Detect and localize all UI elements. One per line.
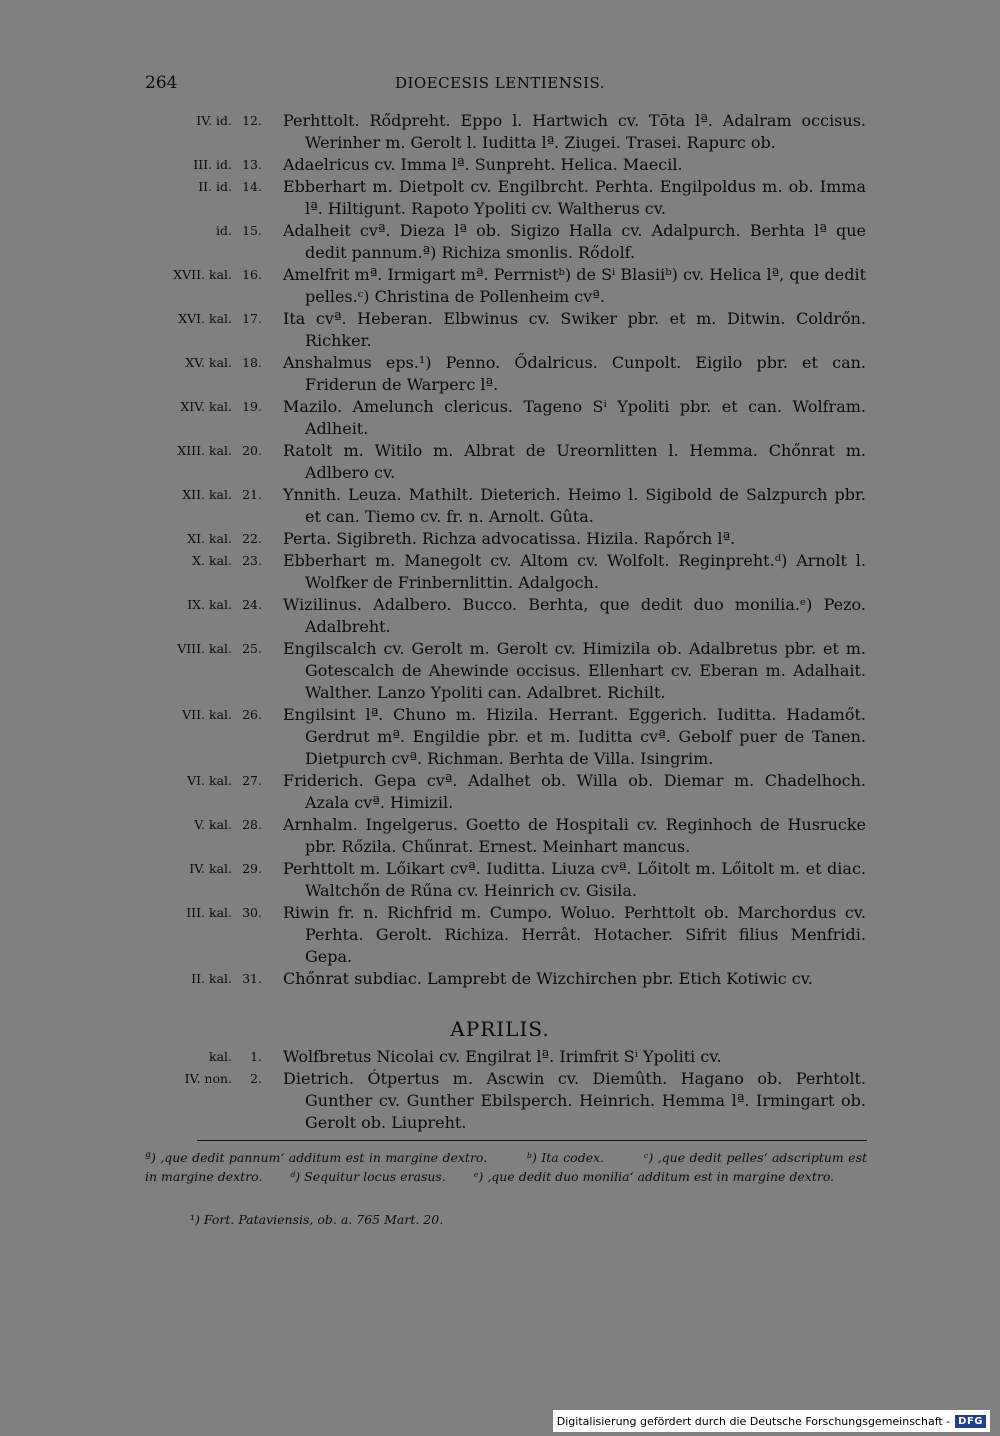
entry-text: Ynnith. Leuza. Mathilt. Dieterich. Heimo l. Sigibold de Salzpurch pbr. et can. Tiemo cv. fr. n. Arnolt. Gûta. bbox=[283, 485, 866, 526]
calendar-entry bbox=[0, 814, 1000, 858]
entry-date: II. kal. bbox=[191, 971, 232, 986]
calendar-entry bbox=[0, 484, 1000, 528]
entry-date: kal. bbox=[209, 1049, 232, 1064]
entry-date: VI. kal. bbox=[187, 773, 232, 788]
footnote-rule bbox=[197, 1140, 867, 1141]
calendar-entry bbox=[0, 110, 1000, 154]
entry-text: Dietrich. Ótpertus m. Ascwin cv. Diemûth. Hagano ob. Perhtolt. Gunther cv. Gunther Ebilsperch. Heinrich. Hemma lª. Irmingart ob. Gerolt ob. Liupreht. bbox=[283, 1069, 866, 1132]
entry-day: 22. bbox=[242, 531, 262, 546]
calendar-entry bbox=[0, 154, 1000, 176]
digitization-credit bbox=[553, 1410, 990, 1432]
entry-text: Engilscalch cv. Gerolt m. Gerolt cv. Himizila ob. Adalbretus pbr. et m. Gotescalch de Ahewinde occisus. Ellenhart cv. Eberan m. Adalhait. Walther. Lanzo Ypoliti can. Adalbret. Richilt. bbox=[283, 639, 866, 702]
entry-date: XVII. kal. bbox=[173, 267, 232, 282]
calendar-entry bbox=[0, 220, 1000, 264]
entry-day: 12. bbox=[242, 113, 262, 128]
entry-day: 18. bbox=[242, 355, 262, 370]
calendar-entry bbox=[0, 704, 1000, 770]
entry-day: 30. bbox=[242, 905, 262, 920]
entry-day: 28. bbox=[242, 817, 262, 832]
entry-text: Wizilinus. Adalbero. Bucco. Berhta, que dedit duo monilia.ᵉ) Pezo. Adalbreht. bbox=[283, 595, 866, 636]
calendar-entry bbox=[0, 264, 1000, 308]
entry-date: XII. kal. bbox=[182, 487, 232, 502]
calendar-entry bbox=[0, 594, 1000, 638]
entry-text: Mazilo. Amelunch clericus. Tageno Sⁱ Ypoliti pbr. et can. Wolfram. Adlheit. bbox=[283, 397, 866, 438]
entry-text: Ebberhart m. Dietpolt cv. Engilbrcht. Perhta. Engilpoldus m. ob. Imma lª. Hiltigunt. Rapoto Ypoliti cv. Waltherus cv. bbox=[283, 177, 866, 218]
entry-date: X. kal. bbox=[192, 553, 232, 568]
entry-text: Engilsint lª. Chuno m. Hizila. Herrant. Eggerich. Iuditta. Hadamőt. Gerdrut mª. Engildie pbr. et m. Iuditta cvª. Gebolf puer de Tanen. Dietpurch cvª. Richman. Berhta de Villa. Isingrim. bbox=[283, 705, 866, 768]
entry-date: III. kal. bbox=[186, 905, 232, 920]
entry-text: Chőnrat subdiac. Lamprebt de Wizchirchen pbr. Etich Kotiwic cv. bbox=[283, 969, 813, 988]
footnotes bbox=[145, 1148, 867, 1186]
calendar-entry bbox=[0, 968, 1000, 990]
entry-text: Riwin fr. n. Richfrid m. Cumpo. Woluo. Perhttolt ob. Marchordus cv. Perhta. Gerolt. Richiza. Herrât. Hotacher. Sifrit filius Menfridi. Gepa. bbox=[283, 903, 866, 966]
calendar-entry bbox=[0, 770, 1000, 814]
calendar-entry bbox=[0, 638, 1000, 704]
entry-date: XV. kal. bbox=[185, 355, 232, 370]
entry-date: III. id. bbox=[193, 157, 232, 172]
entry-day: 27. bbox=[242, 773, 262, 788]
calendar-entry bbox=[0, 352, 1000, 396]
entry-text: Wolfbretus Nicolai cv. Engilrat lª. Irimfrit Sⁱ Ypoliti cv. bbox=[283, 1047, 722, 1066]
entry-day: 2. bbox=[250, 1071, 262, 1086]
entry-day: 16. bbox=[242, 267, 262, 282]
page-header bbox=[0, 73, 1000, 97]
calendar-entry bbox=[0, 858, 1000, 902]
entry-date: IV. non. bbox=[184, 1071, 232, 1086]
entry-day: 15. bbox=[242, 223, 262, 238]
entry-day: 31. bbox=[242, 971, 262, 986]
entry-text: Anshalmus eps.¹) Penno. Ődalricus. Cunpolt. Eigilo pbr. et can. Friderun de Warperc lª. bbox=[283, 353, 866, 394]
march-entries bbox=[0, 110, 1000, 990]
entry-day: 19. bbox=[242, 399, 262, 414]
entry-date: XIII. kal. bbox=[177, 443, 232, 458]
running-head: DIOECESIS LENTIENSIS. bbox=[394, 74, 606, 92]
entry-date: V. kal. bbox=[194, 817, 232, 832]
entry-text: Perta. Sigibreth. Richza advocatissa. Hizila. Rapőrch lª. bbox=[283, 529, 736, 548]
entry-day: 1. bbox=[250, 1049, 262, 1064]
calendar-entry bbox=[0, 308, 1000, 352]
entry-text: Adalheit cvª. Dieza lª ob. Sigizo Halla cv. Adalpurch. Berhta lª que dedit pannum.ª) Richiza smonlis. Rődolf. bbox=[283, 221, 866, 262]
entry-text: Perhttolt. Rődpreht. Eppo l. Hartwich cv. Tōta lª. Adalram occisus. Werinher m. Gerolt l. Iuditta lª. Ziugei. Trasei. Rapurc ob. bbox=[283, 111, 866, 152]
entry-text: Arnhalm. Ingelgerus. Goetto de Hospitali cv. Reginhoch de Husrucke pbr. Rőzila. Chűnrat. Ernest. Meinhart mancus. bbox=[283, 815, 866, 856]
entry-day: 26. bbox=[242, 707, 262, 722]
entry-date: VIII. kal. bbox=[177, 641, 232, 656]
entry-text: Ratolt m. Witilo m. Albrat de Ureornlitten l. Hemma. Chőnrat m. Adlbero cv. bbox=[283, 441, 866, 482]
credit-text: Digitalisierung gefördert durch die Deutsche Forschungsgemeinschaft - bbox=[556, 1414, 951, 1428]
calendar-entry bbox=[0, 902, 1000, 968]
calendar-entry bbox=[0, 550, 1000, 594]
entry-text: Ebberhart m. Manegolt cv. Altom cv. Wolfolt. Reginpreht.ᵈ) Arnolt l. Wolfker de Frinbernlittin. Adalgoch. bbox=[283, 551, 866, 592]
footnote-e: ᵉ) ‚que dedit duo monilia‘ additum est in margine dextro. bbox=[473, 1169, 835, 1184]
entry-text: Ita cvª. Heberan. Elbwinus cv. Swiker pbr. et m. Ditwin. Coldrőn. Richker. bbox=[283, 309, 866, 350]
footnote-a: ª) ‚que dedit pannum‘ additum est in margine dextro. bbox=[145, 1150, 488, 1165]
section-title: APRILIS. bbox=[450, 1017, 550, 1041]
entry-day: 14. bbox=[242, 179, 262, 194]
entry-date: XVI. kal. bbox=[178, 311, 232, 326]
calendar-entry bbox=[0, 176, 1000, 220]
entry-day: 25. bbox=[242, 641, 262, 656]
entry-day: 13. bbox=[242, 157, 262, 172]
footnote-d: ᵈ) Sequitur locus erasus. bbox=[290, 1169, 446, 1184]
entry-day: 23. bbox=[242, 553, 262, 568]
calendar-entry bbox=[0, 396, 1000, 440]
dfg-logo: DFG bbox=[955, 1415, 986, 1428]
april-entries bbox=[0, 1046, 1000, 1134]
page-number: 264 bbox=[145, 73, 178, 93]
footnote-c: ᶜ) ‚que dedit pelles‘ adscriptum est in margine dextro. bbox=[145, 1150, 868, 1184]
entry-date: XI. kal. bbox=[187, 531, 232, 546]
entry-date: XIV. kal. bbox=[180, 399, 232, 414]
footnote-1: ¹) Fort. Pataviensis, ob. a. 765 Mart. 20. bbox=[190, 1212, 444, 1227]
entry-day: 17. bbox=[242, 311, 262, 326]
entry-day: 20. bbox=[242, 443, 262, 458]
entry-text: Amelfrit mª. Irmigart mª. Perrnistᵇ) de Sⁱ Blasiiᵇ) cv. Helica lª, que dedit pelles.ᶜ) Christina de Pollenheim cvª. bbox=[283, 265, 866, 306]
calendar-entry bbox=[0, 440, 1000, 484]
entry-date: II. id. bbox=[198, 179, 232, 194]
calendar-entry bbox=[0, 528, 1000, 550]
footnote-b: ᵇ) Ita codex. bbox=[527, 1150, 605, 1165]
entry-date: IX. kal. bbox=[187, 597, 232, 612]
entry-date: IV. kal. bbox=[189, 861, 232, 876]
calendar-entry bbox=[0, 1046, 1000, 1068]
entry-day: 24. bbox=[242, 597, 262, 612]
calendar-entry bbox=[0, 1068, 1000, 1134]
entry-date: IV. id. bbox=[196, 113, 232, 128]
entry-date: id. bbox=[216, 223, 232, 238]
entry-text: Adaelricus cv. Imma lª. Sunpreht. Helica. Maecil. bbox=[283, 155, 683, 174]
entry-day: 29. bbox=[242, 861, 262, 876]
entry-text: Friderich. Gepa cvª. Adalhet ob. Willa ob. Diemar m. Chadelhoch. Azala cvª. Himizil. bbox=[283, 771, 866, 812]
entry-text: Perhttolt m. Lőikart cvª. Iuditta. Liuza cvª. Lőitolt m. Lőitolt m. et diac. Waltchőn de Rűna cv. Heinrich cv. Gisila. bbox=[283, 859, 866, 900]
entry-day: 21. bbox=[242, 487, 262, 502]
entry-date: VII. kal. bbox=[182, 707, 232, 722]
